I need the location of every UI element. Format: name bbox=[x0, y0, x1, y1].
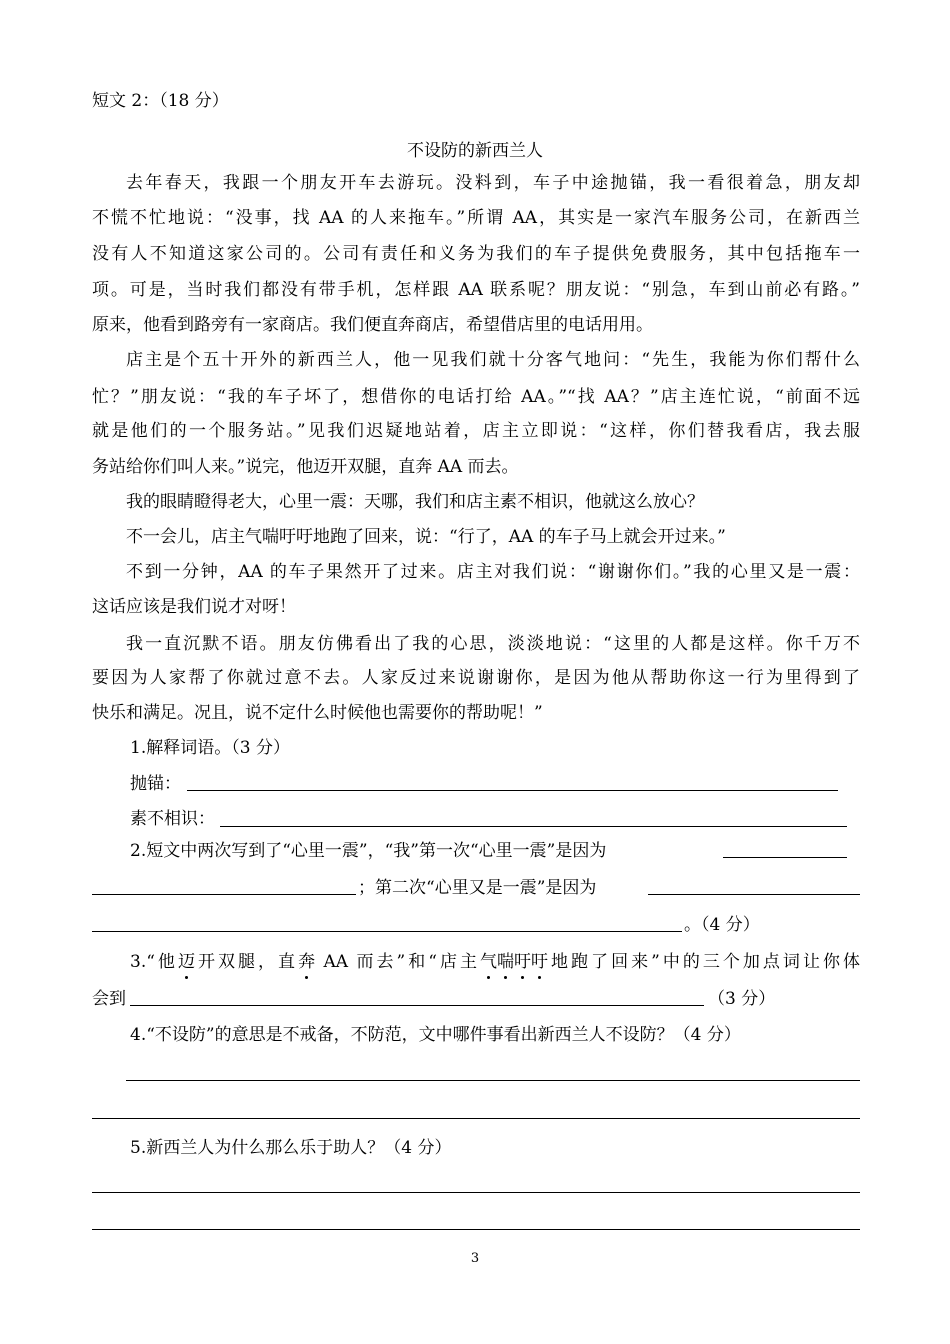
passage-line: 去年春天，我跟一个朋友开车去游玩。没料到，车子中途抛锚，我一看很着急，朋友却 bbox=[126, 173, 860, 193]
passage-line: 项。可是，当时我们都没有带手机，怎样跟 AA 联系呢？朋友说：“别急，车到山前必有路。” bbox=[92, 280, 860, 300]
passage-line: 不一会儿，店主气喘吁吁地跑了回来，说：“行了，AA 的车子马上就会开过来。” bbox=[126, 527, 726, 547]
answer-line[interactable] bbox=[723, 857, 847, 858]
question-1-word-b: 素不相识： bbox=[130, 809, 215, 829]
passage-line: 忙？”朋友说：“我的车子坏了，想借你的电话打给 AA。”“找 AA？”店主连忙说，“前面不远 bbox=[92, 387, 860, 407]
passage-line: 要因为人家帮了你就过意不去。人家反过来说谢谢你，是因为他从帮助你这一行为里得到了 bbox=[92, 668, 860, 688]
question-5: 5.新西兰人为什么那么乐于助人？（4 分） bbox=[130, 1138, 452, 1158]
question-2-second: ；第二次“心里又是一震”是因为 bbox=[358, 878, 597, 898]
passage-line: 原来，他看到路旁有一家商店。我们便直奔商店，希望借店里的电话用用。 bbox=[92, 315, 653, 335]
emphasis-dot-word bbox=[480, 952, 548, 972]
page-number: 3 bbox=[470, 1251, 480, 1266]
passage-line: 没有人不知道这家公司的。公司有责任和义务为我们的车子提供免费服务，其中包括拖车一 bbox=[92, 244, 860, 264]
answer-line[interactable] bbox=[92, 894, 356, 895]
answer-line[interactable] bbox=[130, 1005, 704, 1006]
question-1-word-a: 抛锚： bbox=[130, 774, 181, 794]
question-4: 4.“不设防”的意思是不戒备，不防范，文中哪件事看出新西兰人不设防？（4 分） bbox=[130, 1025, 741, 1045]
q3-text: 地跑了回来”中的三个加点词让你体 bbox=[548, 952, 860, 972]
passage-line: 我一直沉默不语。朋友仿佛看出了我的心思，淡淡地说：“这里的人都是这样。你千万不 bbox=[126, 634, 860, 654]
emphasis-dot-char: 吁 bbox=[531, 952, 548, 972]
section-heading: 短文 2：（18 分） bbox=[92, 91, 229, 111]
emphasis-dot-word bbox=[480, 952, 548, 972]
q3-text: 开双腿，直 bbox=[194, 952, 299, 972]
answer-line[interactable] bbox=[220, 826, 847, 827]
question-1: 1.解释词语。（3 分） bbox=[130, 738, 290, 758]
answer-line[interactable] bbox=[648, 894, 860, 895]
passage-line: 不慌不忙地说：“没事，找 AA 的人来拖车。”所谓 AA，其实是一家汽车服务公司，在新西兰 bbox=[92, 208, 860, 228]
emphasis-dot-char: 气 bbox=[480, 952, 497, 972]
answer-line[interactable] bbox=[92, 1118, 860, 1119]
passage-line: 就是他们的一个服务站。”见我们迟疑地站着，店主立即说：“这样，你们替我看店，我去服 bbox=[92, 421, 860, 441]
answer-line[interactable] bbox=[187, 790, 838, 791]
answer-line[interactable] bbox=[92, 931, 682, 932]
passage-line: 我的眼睛瞪得老大，心里一震：天哪，我们和店主素不相识，他就这么放心？ bbox=[126, 492, 704, 512]
question-2: 2.短文中两次写到了“心里一震”，“我”第一次“心里一震”是因为 bbox=[130, 841, 607, 861]
emphasis-dot-char: 喘 bbox=[497, 952, 514, 972]
emphasis-dot-word: 迈 bbox=[177, 952, 195, 972]
question-2-score: 。（4 分） bbox=[684, 915, 760, 935]
question-3 bbox=[130, 951, 860, 973]
question-3-score: （3 分） bbox=[708, 989, 776, 1009]
passage-line: 店主是个五十开外的新西兰人，他一见我们就十分客气地问：“先生，我能为你们帮什么 bbox=[126, 350, 860, 370]
passage-title: 不设防的新西兰人 bbox=[407, 141, 543, 161]
passage-line: 务站给你们叫人来。”说完，他迈开双腿，直奔 AA 而去。 bbox=[92, 457, 519, 477]
passage-line: 这话应该是我们说才对呀！ bbox=[92, 597, 296, 617]
emphasis-dot-char: 吁 bbox=[514, 952, 531, 972]
emphasis-dot-word: 奔 bbox=[298, 952, 316, 972]
passage-line: 不到一分钟，AA 的车子果然开了过来。店主对我们说：“谢谢你们。”我的心里又是一震： bbox=[126, 562, 860, 582]
q3-text: 3.“他 bbox=[130, 952, 178, 972]
answer-line[interactable] bbox=[92, 1192, 860, 1193]
answer-line[interactable] bbox=[92, 1229, 860, 1230]
question-3-line2: 会到 bbox=[92, 989, 126, 1009]
passage-line: 快乐和满足。况且，说不定什么时候他也需要你的帮助呢！” bbox=[92, 703, 543, 723]
q3-text: AA 而去”和“店主 bbox=[315, 952, 480, 972]
answer-line[interactable] bbox=[126, 1080, 860, 1081]
